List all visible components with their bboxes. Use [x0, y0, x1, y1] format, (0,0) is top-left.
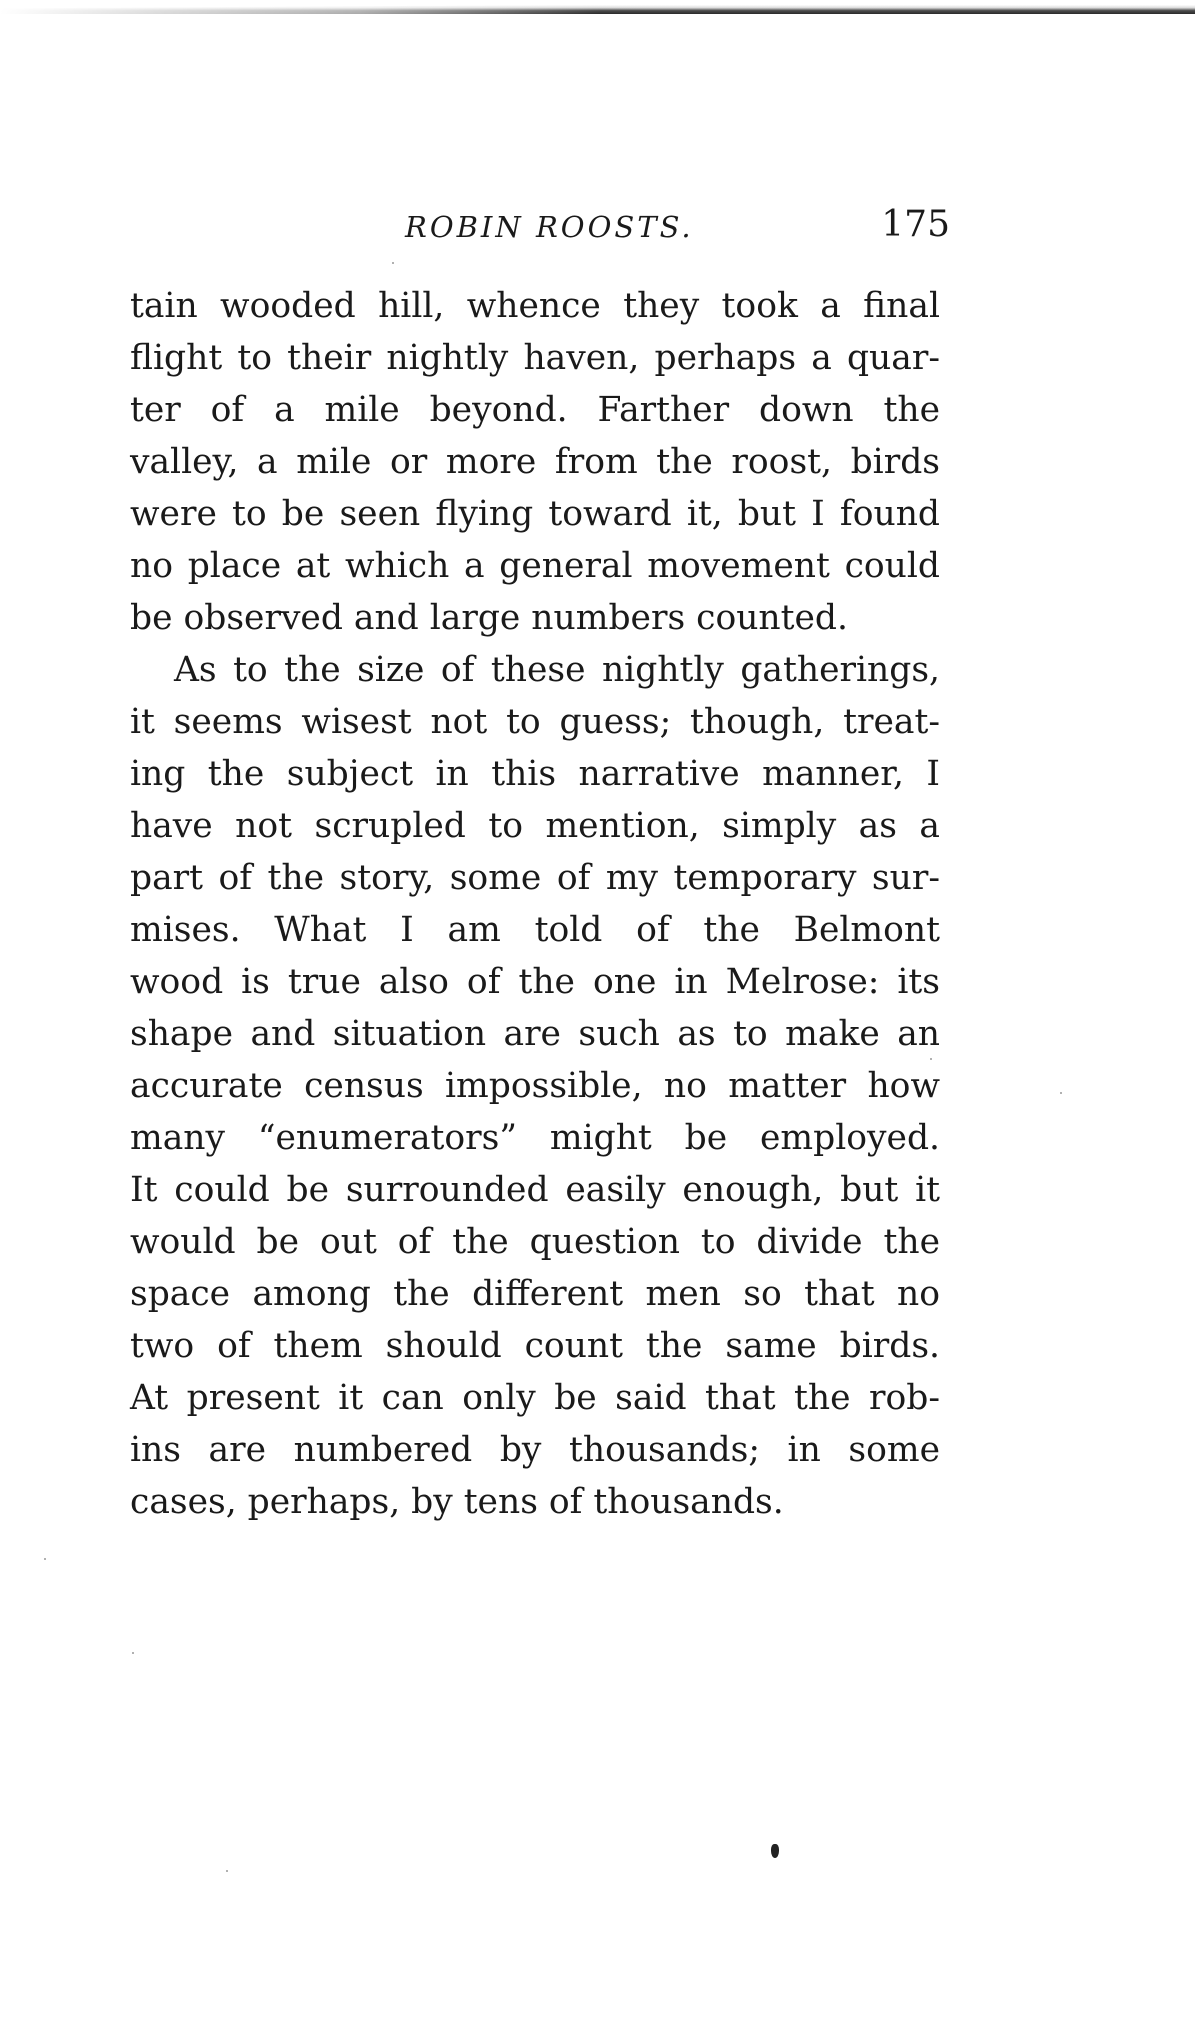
text-line: have not scrupled to mention, simply as a: [130, 806, 940, 846]
text-line: it seems wisest not to guess; though, treat-: [130, 702, 940, 742]
text-line: two of them should count the same birds.: [130, 1326, 940, 1366]
text-line: ter of a mile beyond. Farther down the: [130, 390, 940, 430]
ink-mark: [771, 1844, 779, 1858]
text-line: no place at which a general movement could: [130, 546, 940, 586]
text-line: It could be surrounded easily enough, but it: [130, 1170, 940, 1210]
text-line: space among the different men so that no: [130, 1274, 940, 1314]
text-line: would be out of the question to divide the: [130, 1222, 940, 1262]
paper-speck: [1060, 1092, 1062, 1094]
text-line: At present it can only be said that the rob-: [130, 1378, 940, 1418]
running-head: [130, 200, 950, 260]
text-line: valley, a mile or more from the roost, birds: [130, 442, 940, 482]
paper-speck: [930, 1058, 932, 1060]
page-top-edge-fade: [0, 0, 600, 14]
text-line: As to the size of these nightly gatherings,: [174, 650, 940, 690]
text-line: be observed and large numbers counted.: [130, 598, 848, 638]
text-line: part of the story, some of my temporary sur-: [130, 858, 940, 898]
text-line: ing the subject in this narrative manner, I: [130, 754, 940, 794]
text-line: were to be seen flying toward it, but I found: [130, 494, 940, 534]
page-number: 175: [881, 204, 950, 245]
paper-speck: [392, 262, 394, 264]
running-title: ROBIN ROOSTS.: [405, 210, 694, 244]
text-line: cases, perhaps, by tens of thousands.: [130, 1482, 784, 1522]
body-text: [130, 280, 940, 1528]
text-line: mises. What I am told of the Belmont: [130, 910, 940, 950]
paper-speck: [132, 1652, 134, 1654]
text-line: flight to their nightly haven, perhaps a quar-: [130, 338, 940, 378]
text-line: accurate census impossible, no matter how: [130, 1066, 940, 1106]
paper-speck: [226, 1870, 228, 1872]
text-line: many “enumerators” might be employed.: [130, 1118, 940, 1158]
text-line: wood is true also of the one in Melrose: its: [130, 962, 940, 1002]
text-line: tain wooded hill, whence they took a final: [130, 286, 940, 326]
text-line: shape and situation are such as to make an: [130, 1014, 940, 1054]
text-line: ins are numbered by thousands; in some: [130, 1430, 940, 1470]
paper-speck: [44, 1558, 46, 1560]
